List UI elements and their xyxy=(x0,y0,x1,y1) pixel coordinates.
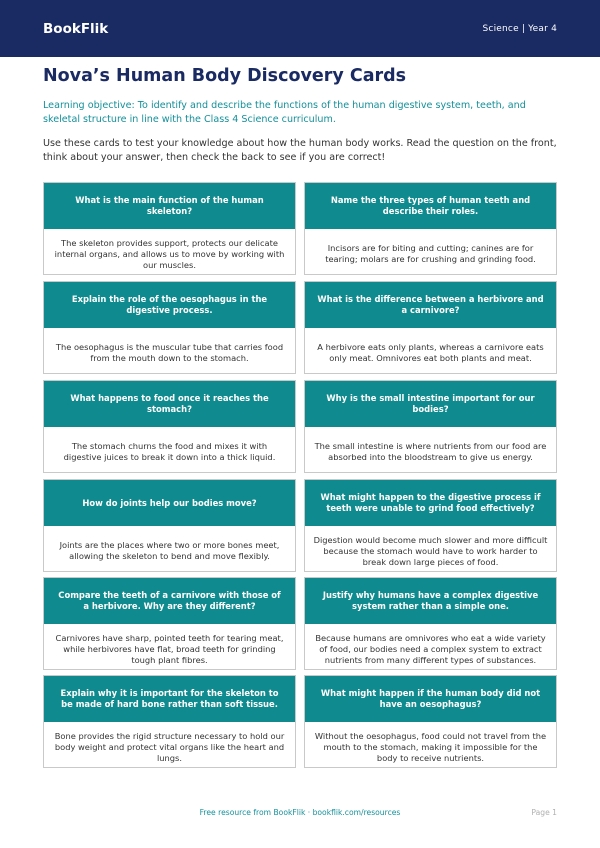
page-number: Page 1 xyxy=(531,808,557,817)
discovery-card[interactable] xyxy=(304,675,557,768)
header-bar xyxy=(0,0,600,57)
card-answer: Incisors are for biting and cutting; canines are for tearing; molars are for crushing and grinding food. xyxy=(325,243,536,264)
card-question: Explain the role of the oesophagus in the digestive process. xyxy=(44,282,295,328)
discovery-card[interactable] xyxy=(304,281,557,374)
card-question: What might happen to the digestive process if teeth were unable to grind food effectively? xyxy=(305,480,556,526)
card-question: Why is the small intestine important for our bodies? xyxy=(305,381,556,427)
discovery-card[interactable] xyxy=(304,380,557,473)
card-answer: A herbivore eats only plants, whereas a carnivore eats only meat. Omnivores eat both plants and meat. xyxy=(317,342,544,363)
discovery-card[interactable] xyxy=(304,479,557,572)
card-answer: Joints are the places where two or more bones meet, allowing the skeleton to bend and move flexibly. xyxy=(59,540,280,561)
card-answer: Because humans are omnivores who eat a wide variety of food, our bodies need a complex system to extract nutrients from many different types of substances. xyxy=(315,632,546,665)
card-question: Explain why it is important for the skeleton to be made of hard bone rather than soft tissue. xyxy=(44,676,295,722)
instructions-text: Use these cards to test your knowledge about how the human body works. Read the question on the front, think about your answer, then check the back to see if you are correct! xyxy=(43,138,557,163)
card-question: What is the main function of the human skeleton? xyxy=(44,183,295,229)
discovery-card[interactable] xyxy=(304,577,557,670)
page-title: Nova’s Human Body Discovery Cards xyxy=(43,66,407,86)
card-question: What is the difference between a herbivore and a carnivore? xyxy=(305,282,556,328)
card-question: Name the three types of human teeth and describe their roles. xyxy=(305,183,556,229)
learning-objective: Learning objective: To identify and describe the functions of the human digestive system, teeth, and skeletal structure in line with the Class 4 Science curriculum. xyxy=(43,100,526,125)
subject-year-label: Science | Year 4 xyxy=(482,23,557,34)
card-question: What might happen if the human body did not have an oesophagus? xyxy=(305,676,556,722)
discovery-card[interactable] xyxy=(43,380,296,473)
discovery-card[interactable] xyxy=(43,577,296,670)
brand-logo-text[interactable]: BookFlik xyxy=(43,20,109,37)
card-answer: Digestion would become much slower and more difficult because the stomach would have to work harder to break down large pieces of food. xyxy=(313,534,548,567)
card-question: How do joints help our bodies move? xyxy=(44,480,295,526)
discovery-card[interactable] xyxy=(43,675,296,768)
card-answer: The skeleton provides support, protects our delicate internal organs, and allows us to move by working with our muscles. xyxy=(54,237,285,270)
discovery-card[interactable] xyxy=(304,182,557,275)
card-answer: The small intestine is where nutrients from our food are absorbed into the bloodstream to give us energy. xyxy=(314,441,547,462)
card-answer: The oesophagus is the muscular tube that carries food from the mouth down to the stomach. xyxy=(55,342,284,363)
card-question: Compare the teeth of a carnivore with those of a herbivore. Why are they different? xyxy=(44,578,295,624)
discovery-card[interactable] xyxy=(43,182,296,275)
card-question: What happens to food once it reaches the stomach? xyxy=(44,381,295,427)
discovery-card[interactable] xyxy=(43,281,296,374)
card-answer: Bone provides the rigid structure necessary to hold our body weight and protect vital organs like the heart and lungs. xyxy=(54,730,285,763)
card-answer: Without the oesophagus, food could not travel from the mouth to the stomach, making it impossible for the body to receive nutrients. xyxy=(314,730,547,763)
card-question: Justify why humans have a complex digestive system rather than a simple one. xyxy=(305,578,556,624)
discovery-card[interactable] xyxy=(43,479,296,572)
card-answer: The stomach churns the food and mixes it with digestive juices to break it down into a thick liquid. xyxy=(63,441,276,462)
card-answer: Carnivores have sharp, pointed teeth for tearing meat, while herbivores have flat, broad teeth for grinding tough plant fibres. xyxy=(55,632,284,665)
footer-link[interactable]: Free resource from BookFlik · bookflik.com/resources xyxy=(199,808,401,817)
